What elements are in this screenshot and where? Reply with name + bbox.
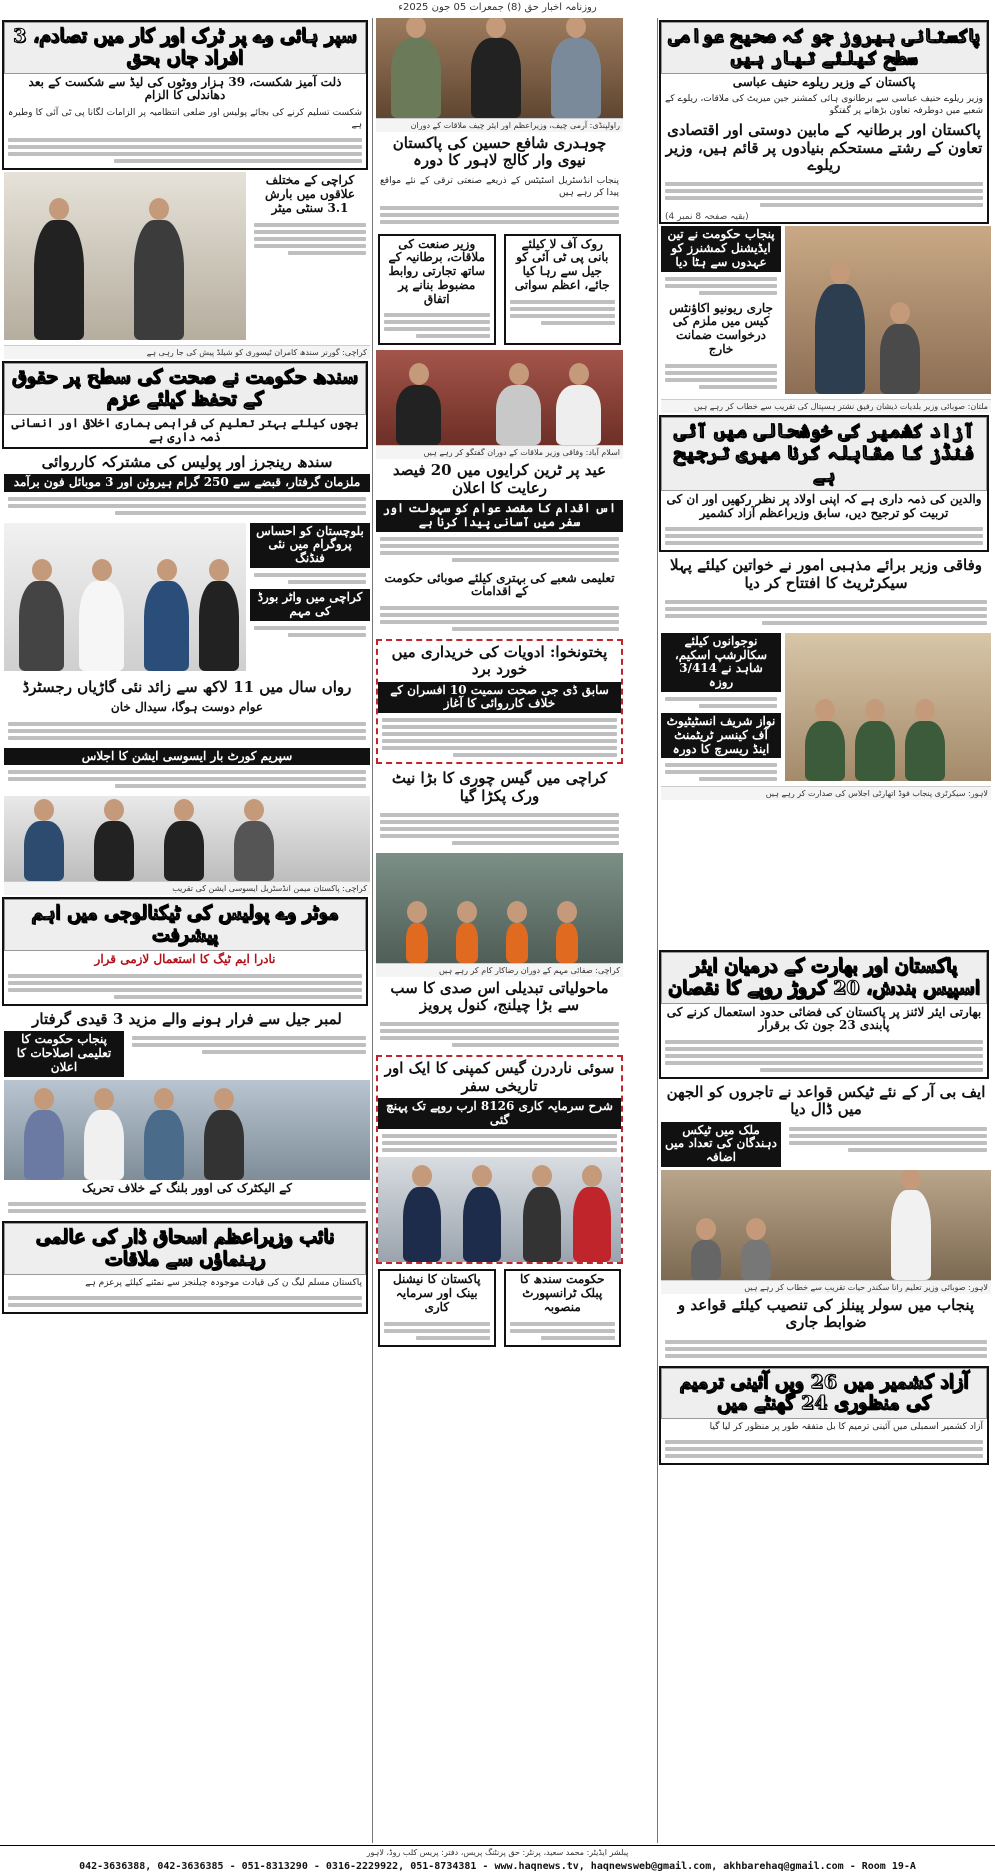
headline: پاکستان اور بھارت کے درمیان ایئر اسپیس بندش، 20 کروڑ روپے کا نقصان — [661, 952, 987, 1004]
photo-leaders — [376, 18, 623, 118]
article-sindh-health — [2, 361, 368, 448]
article-amendment — [659, 1366, 989, 1466]
headline: پنجاب حکومت کا تعلیمی اصلاحات کا اعلان — [4, 1031, 124, 1076]
headline: ملک میں ٹیکس دہندگان کی تعداد میں اضافہ — [661, 1122, 781, 1167]
headline: وزیر صنعت کی ملاقات، برطانیہ کے ساتھ تجارتی روابط مضبوط بنانے پر اتفاق — [388, 236, 486, 306]
article-train-fare — [376, 459, 623, 566]
headline: پختونخوا: ادویات کی خریداری میں خورد برد — [391, 643, 608, 679]
article-navy — [376, 132, 623, 229]
photo-officials — [4, 1080, 370, 1180]
photo-caption: ملتان: صوبائی وزیر بلدیات ذیشان رفیق نشتر ہسپتال کی تقریب سے خطاب کر رہے ہیں — [661, 399, 991, 413]
article-sngpl — [376, 1055, 623, 1264]
photo-caption: لاہور: سیکرٹری پنجاب فوڈ اتھارٹی اجلاس کی صدارت کر رہے ہیں — [661, 786, 991, 800]
headline: آزاد کشمیر میں 26 ویں آئینی ترمیم کی منظوری 24 گھنٹے میں — [661, 1368, 987, 1420]
headline: کے الیکٹرک کی اوور بلنگ کے خلاف تحریک — [82, 1180, 292, 1195]
article-vehicles — [4, 676, 370, 745]
subheadline: نادرا ایم ٹیگ کا استعمال لازمی قرار — [94, 952, 276, 967]
article-text: شکست تسلیم کرنے کی بجائے پولیس اور ضلعی انتظامیہ پر الزامات لگانا پی ٹی آئی کا وطیرہ ہے — [8, 108, 362, 131]
article-bar — [4, 748, 370, 794]
photo-lecture — [661, 1170, 991, 1280]
photo-caption: راولپنڈی: آرمی چیف، وزیراعظم اور ایئر چیف ملاقات کے دوران — [376, 118, 623, 132]
center-column — [376, 18, 623, 1352]
headline: سپر ہائی وے پر ٹرک اور کار میں تصادم، 3 افراد جاں بحق — [4, 22, 366, 74]
photo-caption: کراچی: پاکستان میمن انڈسٹریل ایسوسی ایشن کی تقریب — [4, 881, 370, 895]
article-pair — [376, 1267, 623, 1348]
headline: موٹر وے پولیس کی ٹیکنالوجی میں اہم پیشرفت — [4, 899, 366, 951]
article-education — [376, 570, 623, 637]
headline: سوئی ناردرن گیس کمپنی کا ایک اور تاریخی سفر — [384, 1059, 615, 1095]
subheadline: بھارتی ایئر لائنز پر پاکستان کی فضائی حدود استعمال کرنے کی پابندی 23 جون تک برقرار — [666, 1004, 982, 1033]
article-medicine-scam — [376, 639, 623, 764]
headline: وفاقی وزیر برائے مذہبی امور نے خواتین کیلئے پہلا سیکرٹریٹ کا افتتاح کر دیا — [669, 556, 982, 592]
article-pair — [4, 523, 370, 673]
subheadline: شرح سرمایہ کاری 8126 ارب روپے تک پہنچ گئی — [378, 1098, 621, 1130]
headline: کراچی میں گیس چوری کا بڑا نیٹ ورک پکڑا گیا — [391, 769, 608, 805]
article-text: پاکستان مسلم لیگ ن کی قیادت موجودہ چیلنجز سے نمٹنے کیلئے پرعزم ہے — [85, 1278, 362, 1289]
subheadline: پاکستان کے وزیر ریلوے حنیف عباسی — [732, 74, 916, 89]
article-religious-affairs — [661, 554, 991, 630]
article-fbr — [661, 1081, 991, 1167]
photo-ceremony — [378, 1157, 621, 1262]
right-column — [661, 18, 991, 1467]
headline: نوجوانوں کیلئے سکالرشپ اسکیم، شاہد نے 3/414 روزہ — [661, 633, 781, 692]
headline: سندھ حکومت نے صحت کی سطح پر حقوق کے تحفظ کیلئے عزم — [4, 363, 366, 415]
article-jail — [4, 1008, 370, 1077]
headline: پاکستان کا نیشنل بینک اور سرمایہ کاری — [392, 1272, 481, 1314]
column-divider — [657, 18, 658, 1843]
headline: جاری ریونیو اکاؤنٹس کیس میں ملزم کی درخواست ضمانت خارج — [669, 300, 773, 357]
headline: عید پر ٹرین کرایوں میں 20 فیصد رعایت کا اعلان — [392, 461, 607, 497]
headline: روک آف لا کیلئے بانی پی ٹی آئی کو جیل سے رہا کیا جائے، اعظم سواتی — [514, 236, 610, 292]
left-column — [4, 18, 370, 1316]
subheadline: بچوں کیلئے بہتر تعلیم کی فراہمی ہماری اخلاقی اور انسانی ذمہ داری ہے — [11, 415, 359, 444]
article-gas-theft — [376, 767, 623, 850]
masthead: روزنامہ اخبار حق (8) جمعرات 05 جون 2025ء — [398, 2, 597, 13]
headline: حکومت سندھ کا پبلک ٹرانسپورٹ منصوبہ — [519, 1272, 605, 1314]
imprint-line: پبلشر ایڈیٹر: محمد سعید، پرنٹر: حق پرنٹنگ پریس، دفتر: پریس کلب روڈ، لاہور — [366, 1848, 629, 1857]
article-airspace — [659, 950, 989, 1079]
photo-caption: کراچی: صفائی مہم کے دوران رضاکار کام کر رہے ہیں — [376, 963, 623, 977]
article-by-election — [2, 20, 368, 170]
article-climate — [376, 977, 623, 1053]
article-motorway — [2, 897, 368, 1005]
photo-meeting — [785, 633, 991, 781]
column-divider — [372, 18, 373, 1843]
subheadline: اس اقدام کا مقصد عوام کو سہولت اور سفر میں آسانی پیدا کرنا ہے — [376, 500, 623, 532]
article-rangers — [4, 451, 370, 520]
subheadline: ملزمان گرفتار، قبضے سے 250 گرام ہیروئن اور 3 موبائل فون برآمد — [4, 474, 370, 492]
headline: پاکستانی ہیروز جو کہ صحیح عوامی سطح کیلئے تیار ہیں — [661, 22, 987, 74]
article-k-electric — [4, 1180, 370, 1219]
photo-caption: اسلام آباد: وفاقی وزیر ملاقات کے دوران گفتگو کر رہے ہیں — [376, 445, 623, 459]
photo-meeting — [376, 350, 623, 445]
headline: لمبر جیل سے فرار ہونے والے مزید 3 قیدی گرفتار — [32, 1009, 342, 1028]
photo-press-conference — [4, 523, 246, 671]
photo-caption: کراچی: گورنر سندھ کامران ٹیسوری کو شیلڈ پیش کی جا رہی ہے — [4, 345, 370, 359]
headline: نائب وزیراعظم اسحاق ڈار کی عالمی رہنماؤں سے ملاقات — [4, 1223, 366, 1275]
headline: تعلیمی شعبے کی بہتری کیلئے صوبائی حکومت کے اقدامات — [384, 570, 615, 599]
headline: سندھ رینجرز اور پولیس کی مشترکہ کارروائی — [41, 452, 333, 471]
article-ishaq-dar — [2, 1221, 368, 1314]
subheadline: سابق ڈی جی صحت سمیت 10 افسران کے خلاف کارروائی کا آغاز — [378, 682, 621, 714]
photo-cleanup — [376, 853, 623, 963]
article-text: پنجاب انڈسٹریل اسٹیٹس کے ذریعے صنعتی ترقی کے نئے مواقع پیدا کر رہے ہیں — [380, 175, 619, 198]
headline: کراچی میں واٹر بورڈ کی مہم — [250, 589, 370, 621]
headline: کراچی کے مختلف علاقوں میں بارش 3.1 سنٹی میٹر — [264, 173, 356, 215]
headline: چوہدری شافع حسین کی پاکستان نیوی وار کالج لاہور کا دورہ — [392, 134, 607, 170]
article-kashmir — [659, 415, 989, 552]
headline: پنجاب میں سولر پینلز کی تنصیب کیلئے قواعد و ضوابط جاری — [677, 1296, 975, 1332]
article-pair — [661, 226, 991, 396]
footer — [0, 1845, 995, 1875]
headline: بلوچستان کو احساس پروگرام میں نئی فنڈنگ — [250, 523, 370, 568]
headline: عوام دوست ہوگا، سیدال خان — [110, 699, 264, 714]
photo-memon — [4, 796, 370, 881]
headline: سپریم کورٹ بار ایسوسی ایشن کا اجلاس — [4, 748, 370, 766]
contact-line: 042-3636388, 042-3636385 - 051-8313290 - 0316-2229922, 051-8734381 - www.haqnews.tv, haqnewsweb@gmail.com, akhbarehaq@gmail.com - Room 19-A — [79, 1861, 916, 1872]
subheadline: والدین کی ذمہ داری ہے کہ اپنی اولاد پر نظر رکھیں اور ان کی تربیت کو ترجیح دیں، سابق وزیراعظم آزاد کشمیر — [666, 491, 982, 520]
photo-speaker — [785, 226, 991, 394]
article-pair — [376, 232, 623, 348]
headline: پنجاب حکومت نے تین ایڈیشنل کمشنرز کو عہدوں سے ہٹا دیا — [661, 226, 781, 271]
article-solar — [661, 1294, 991, 1363]
subheadline: پاکستان اور برطانیہ کے مابین دوستی اور اقتصادی تعاون کے رشتے مستحکم بنیادوں پر قائم ہیں، وزیر ریلوے — [665, 121, 983, 174]
headline: ایف بی آر کے نئے ٹیکس قواعد نے تاجروں کو الجھن میں ڈال دیا — [666, 1083, 986, 1119]
headline: ماحولیاتی تبدیلی اس صدی کا سب سے بڑا چیلنج، کنول پرویز — [390, 978, 609, 1015]
headline: نواز شریف انسٹیٹیوٹ آف کینسر ٹریٹمنٹ اینڈ ریسرچ کا دورہ — [661, 713, 781, 758]
headline: رواں سال میں 11 لاکھ سے زائد نئی گاڑیاں رجسٹرڈ — [22, 677, 352, 696]
article-railways — [659, 20, 989, 224]
article-pair — [661, 633, 991, 783]
photo-caption: لاہور: صوبائی وزیر تعلیم رانا سکندر حیات تقریب سے خطاب کر رہے ہیں — [661, 1280, 991, 1294]
article-pair — [4, 172, 370, 342]
subheadline: ذلت آمیز شکست، 39 ہزار ووٹوں کی لیڈ سے شکست کے بعد دھاندلی کا الزام — [28, 74, 342, 103]
continuation: (بقیہ صفحہ 8 نمبر 4) — [665, 212, 749, 223]
photo-shield — [4, 172, 246, 340]
headline: آزاد کشمیر کی خوشحالی میں آئی فنڈز کا مقابلہ کرنا میری ترجیح ہے — [661, 417, 987, 491]
article-text: آزاد کشمیر اسمبلی میں آئینی ترمیم کا بل متفقہ طور پر منظور کر لیا گیا — [709, 1422, 983, 1433]
article-text: وزیر ریلوے حنیف عباسی سے برطانوی ہائی کمشنر جین میریٹ کی ملاقات، ریلوے کے شعبے میں دوطرفہ تعاون بڑھانے پر گفتگو — [665, 94, 983, 117]
